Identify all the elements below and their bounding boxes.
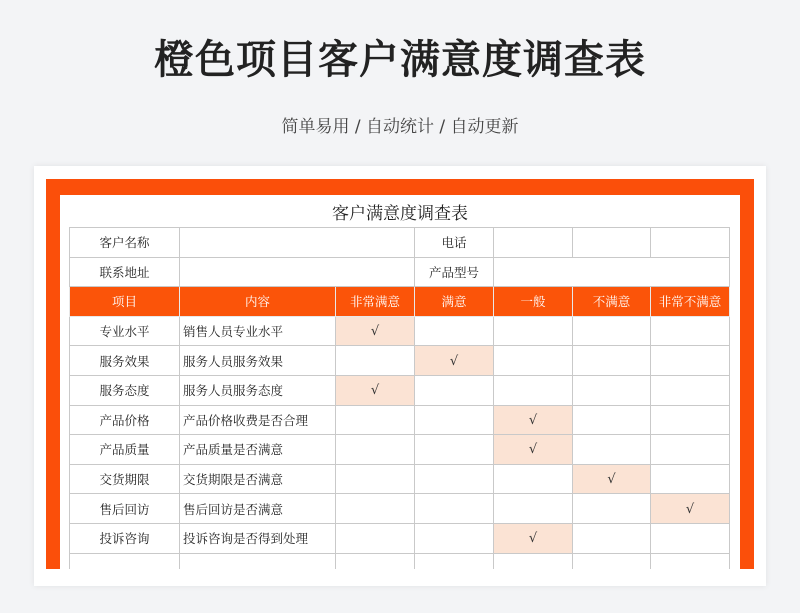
rating-cell-very-dissatisfied[interactable] bbox=[651, 405, 730, 435]
check-mark-icon: √ bbox=[528, 442, 538, 458]
customer-name-field[interactable] bbox=[180, 228, 415, 258]
table-row bbox=[70, 494, 730, 524]
header-satisfied: 满意 bbox=[415, 287, 494, 317]
table-row bbox=[70, 316, 730, 346]
rating-cell-neutral[interactable] bbox=[494, 316, 573, 346]
survey-table bbox=[69, 227, 730, 569]
rating-cell-dissatisfied[interactable] bbox=[573, 375, 651, 405]
row-content: 交货期限是否满意 bbox=[180, 464, 336, 494]
check-mark-icon: √ bbox=[449, 353, 459, 369]
header-content: 内容 bbox=[180, 287, 336, 317]
rating-cell-neutral[interactable] bbox=[494, 494, 573, 524]
table-row bbox=[70, 523, 730, 553]
rating-cell-dissatisfied[interactable] bbox=[573, 346, 651, 376]
survey-sheet bbox=[60, 195, 740, 569]
phone-field-2[interactable] bbox=[573, 228, 651, 258]
phone-label: 电话 bbox=[415, 228, 494, 258]
rating-cell-satisfied[interactable] bbox=[415, 316, 494, 346]
rating-cell-very-satisfied[interactable] bbox=[336, 464, 415, 494]
customer-name-label: 客户名称 bbox=[70, 228, 180, 258]
rating-cell-dissatisfied[interactable] bbox=[573, 523, 651, 553]
rating-cell-very-dissatisfied[interactable] bbox=[651, 316, 730, 346]
rating-cell-satisfied[interactable] bbox=[415, 435, 494, 465]
empty-cell[interactable] bbox=[336, 553, 415, 569]
empty-cell[interactable] bbox=[573, 553, 651, 569]
page-subtitle: 简单易用 / 自动统计 / 自动更新 bbox=[281, 117, 519, 137]
row-item: 产品质量 bbox=[70, 435, 180, 465]
row-content: 服务人员服务态度 bbox=[180, 375, 336, 405]
row-item: 产品价格 bbox=[70, 405, 180, 435]
rating-cell-very-satisfied[interactable] bbox=[336, 316, 415, 346]
product-model-label: 产品型号 bbox=[415, 257, 494, 287]
rating-cell-very-dissatisfied[interactable] bbox=[651, 464, 730, 494]
sheet-title: 客户满意度调查表 bbox=[332, 204, 468, 224]
rating-cell-neutral[interactable] bbox=[494, 523, 573, 553]
check-mark-icon: √ bbox=[607, 472, 616, 488]
table-row bbox=[70, 375, 730, 405]
rating-cell-very-dissatisfied[interactable] bbox=[651, 375, 730, 405]
rating-cell-very-satisfied[interactable] bbox=[336, 435, 415, 465]
rating-cell-neutral[interactable] bbox=[494, 375, 573, 405]
rating-cell-very-dissatisfied[interactable] bbox=[651, 435, 730, 465]
rating-cell-dissatisfied[interactable] bbox=[573, 405, 651, 435]
rating-cell-neutral[interactable] bbox=[494, 435, 573, 465]
empty-cell[interactable] bbox=[70, 553, 180, 569]
page-title: 橙色项目客户满意度调查表 bbox=[154, 37, 646, 83]
check-mark-icon: √ bbox=[528, 412, 538, 428]
rating-cell-very-dissatisfied[interactable] bbox=[651, 346, 730, 376]
empty-cell[interactable] bbox=[494, 553, 573, 569]
row-item: 专业水平 bbox=[70, 316, 180, 346]
rating-cell-neutral[interactable] bbox=[494, 464, 573, 494]
row-content: 销售人员专业水平 bbox=[180, 316, 336, 346]
row-item: 服务态度 bbox=[70, 375, 180, 405]
address-label: 联系地址 bbox=[70, 257, 180, 287]
check-mark-icon: √ bbox=[528, 531, 538, 547]
row-content: 产品质量是否满意 bbox=[180, 435, 336, 465]
row-content: 售后回访是否满意 bbox=[180, 494, 336, 524]
rating-cell-very-dissatisfied[interactable] bbox=[651, 523, 730, 553]
empty-cell[interactable] bbox=[651, 553, 730, 569]
row-content: 服务人员服务效果 bbox=[180, 346, 336, 376]
info-row-address bbox=[70, 257, 730, 287]
rating-cell-satisfied[interactable] bbox=[415, 523, 494, 553]
row-item: 交货期限 bbox=[70, 464, 180, 494]
rating-cell-very-satisfied[interactable] bbox=[336, 494, 415, 524]
rating-cell-very-dissatisfied[interactable] bbox=[651, 494, 730, 524]
rating-cell-neutral[interactable] bbox=[494, 405, 573, 435]
check-mark-icon: √ bbox=[370, 383, 380, 399]
rating-cell-dissatisfied[interactable] bbox=[573, 435, 651, 465]
header-neutral: 一般 bbox=[494, 287, 573, 317]
rating-cell-satisfied[interactable] bbox=[415, 464, 494, 494]
rating-cell-dissatisfied[interactable] bbox=[573, 464, 651, 494]
rating-cell-very-satisfied[interactable] bbox=[336, 405, 415, 435]
row-content: 投诉咨询是否得到处理 bbox=[180, 523, 336, 553]
address-field[interactable] bbox=[180, 257, 415, 287]
table-row bbox=[70, 346, 730, 376]
check-mark-icon: √ bbox=[370, 324, 380, 340]
rating-cell-very-satisfied[interactable] bbox=[336, 346, 415, 376]
rating-cell-dissatisfied[interactable] bbox=[573, 494, 651, 524]
empty-cell[interactable] bbox=[180, 553, 336, 569]
row-item: 投诉咨询 bbox=[70, 523, 180, 553]
rating-cell-dissatisfied[interactable] bbox=[573, 316, 651, 346]
row-item: 服务效果 bbox=[70, 346, 180, 376]
header-very-satisfied: 非常满意 bbox=[336, 287, 415, 317]
product-model-field[interactable] bbox=[494, 257, 730, 287]
table-row-empty bbox=[70, 553, 730, 569]
table-row bbox=[70, 464, 730, 494]
rating-cell-very-satisfied[interactable] bbox=[336, 375, 415, 405]
rating-cell-satisfied[interactable] bbox=[415, 346, 494, 376]
rating-cell-satisfied[interactable] bbox=[415, 405, 494, 435]
row-item: 售后回访 bbox=[70, 494, 180, 524]
header-very-dissatisfied: 非常不满意 bbox=[651, 287, 730, 317]
rating-cell-satisfied[interactable] bbox=[415, 375, 494, 405]
header-dissatisfied: 不满意 bbox=[573, 287, 651, 317]
row-content: 产品价格收费是否合理 bbox=[180, 405, 336, 435]
table-row bbox=[70, 435, 730, 465]
phone-field-1[interactable] bbox=[494, 228, 573, 258]
rating-cell-neutral[interactable] bbox=[494, 346, 573, 376]
rating-cell-satisfied[interactable] bbox=[415, 494, 494, 524]
table-row bbox=[70, 405, 730, 435]
table-header-row bbox=[70, 287, 730, 317]
empty-cell[interactable] bbox=[415, 553, 494, 569]
info-row-customer bbox=[70, 228, 730, 258]
rating-cell-very-satisfied[interactable] bbox=[336, 523, 415, 553]
check-mark-icon: √ bbox=[685, 501, 695, 517]
header-item: 项目 bbox=[70, 287, 180, 317]
phone-field-3[interactable] bbox=[651, 228, 730, 258]
